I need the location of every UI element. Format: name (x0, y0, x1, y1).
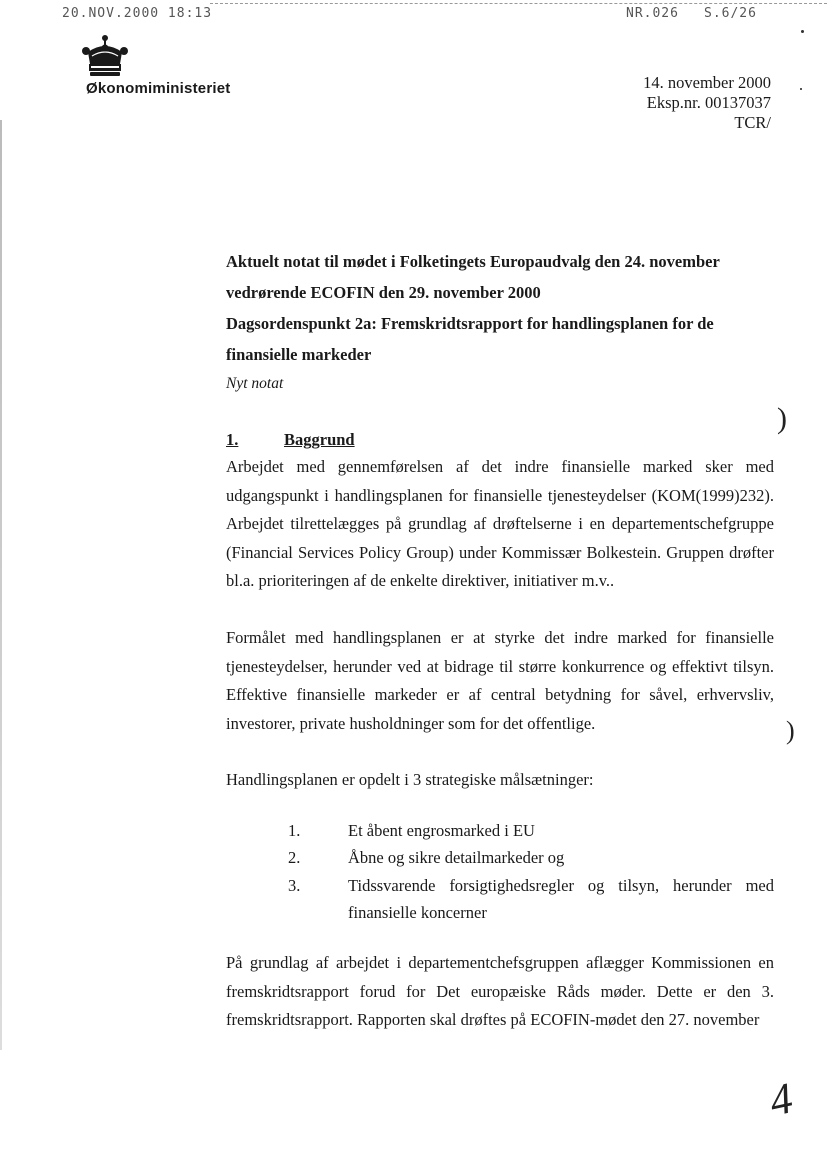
author-initials: TCR/ (734, 113, 771, 132)
fax-top-rule (210, 3, 827, 4)
title-line: Dagsordenspunkt 2a: Fremskridtsrapport for handlingsplanen for de (226, 314, 714, 333)
title-line: Aktuelt notat til mødet i Folketingets Europaudvalg den 24. november (226, 252, 720, 271)
list-item-text: Tidssvarende forsigtighedsregler og tilsyn, herunder med finansielle koncerner (348, 875, 774, 923)
paragraph: Handlingsplanen er opdelt i 3 strategiske målsætninger: (226, 770, 594, 790)
list-item (288, 817, 774, 845)
title-line: vedrørende ECOFIN den 29. november 2000 (226, 283, 541, 302)
margin-mark: ( (777, 402, 787, 435)
list-item (288, 872, 774, 927)
margin-mark: ) (786, 716, 795, 745)
document-subtitle: Nyt notat (226, 375, 284, 392)
scan-speck (800, 88, 802, 90)
fax-page: S.6/26 (704, 6, 757, 21)
title-line: finansielle markeder (226, 345, 372, 364)
goals-list (288, 817, 774, 927)
document-meta (643, 73, 771, 133)
paragraph: Formålet med handlingsplanen er at styrke det indre marked for finansielle tjenesteydelser, herunder ved at bidrage til større konkurrence og effektivt tilsyn. Effektive finansielle markeder er af central betydning for såvel, erhvervsliv, investorer, private husholdninger som for det offentlige. (226, 627, 774, 733)
document-date: 14. november 2000 (643, 73, 771, 92)
list-item-number: 1. (288, 820, 301, 840)
section-heading (226, 427, 774, 453)
list-item-text: Et åbent engrosmarked i EU (348, 820, 535, 840)
list-item-number: 2. (288, 848, 301, 868)
section-title: Baggrund (284, 430, 355, 449)
list-item-number: 3. (288, 875, 301, 895)
list-item-text: Åbne og sikre detailmarkeder og (348, 848, 565, 868)
fax-datetime: 20.NOV.2000 18:13 (62, 6, 213, 21)
fax-transmission-header (0, 6, 827, 24)
royal-crown-icon (80, 34, 130, 80)
paragraph: Arbejdet med gennemførelsen af det indre finansielle marked sker med udgangspunkt i handlingsplanen for finansielle tjenesteydelser (KOM(1999)232). Arbejdet tilrettelægges på grundlag af drøftelserne i en departementschefgruppe (Financial Services Policy Group) under Kommissær Bolkestein. Gruppen drøfter bl.a. prioriteringen af de enkelte direktiver, initiativer m.v.. (226, 457, 774, 591)
list-item (288, 844, 774, 872)
document-title (226, 246, 774, 370)
scan-speck (801, 30, 804, 33)
case-reference: Eksp.nr. 00137037 (646, 93, 771, 112)
section-number: 1. (226, 430, 239, 449)
scan-edge-shadow (0, 120, 2, 1050)
paragraph: På grundlag af arbejdet i departementchefsgruppen aflægger Kommissionen en fremskridtsrapport forud for Det europæiske Råds møder. Dette er den 3. fremskridtsrapport. Rapporten skal drøftes på ECOFIN-mødet den 27. november (226, 952, 774, 1030)
handwritten-page-number: 4 (765, 1073, 797, 1126)
fax-number: NR.026 (626, 6, 679, 21)
document-body (226, 246, 774, 1035)
ministry-name: Økonomiministeriet (86, 80, 231, 97)
